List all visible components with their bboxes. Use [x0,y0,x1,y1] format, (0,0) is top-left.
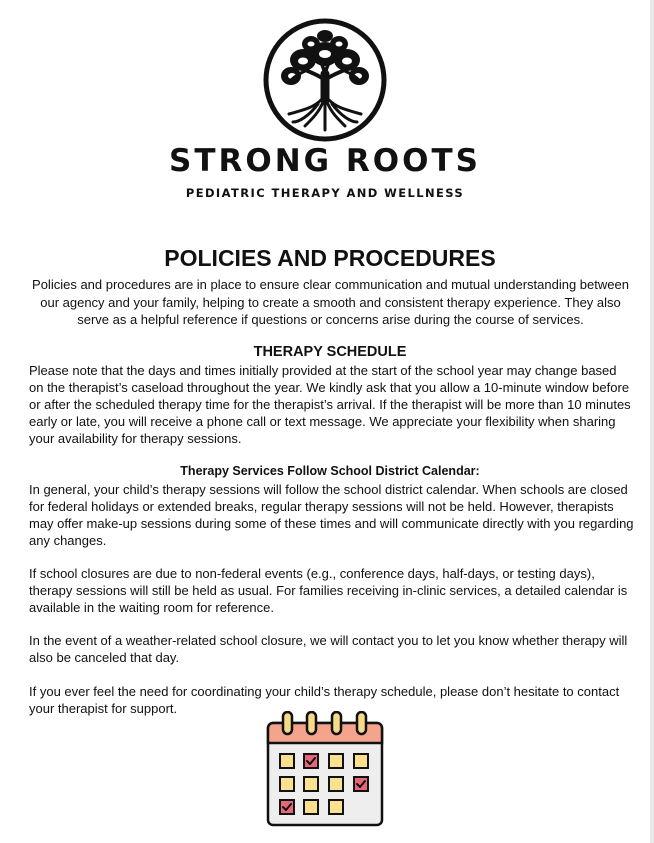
brand-tagline: PEDIATRIC THERAPY AND WELLNESS [185,186,465,200]
district-paragraph-3: In the event of a weather-related school closure, we will contact you to let you know whether therapy will also be canceled that day. [29,633,628,665]
logo [0,18,650,142]
schedule-paragraph: Please note that the days and times initially provided at the start of the school year may change based on the therapist’s caseload throughout the year. We kindly ask that you allow a 10-minute window before or after the scheduled therapy time for the therapist’s arrival. If the therapist will be more than 10 minutes early or late, you will receive a phone call or text message. We appreciate your flexibility when sharing your availability for therapy sessions. [29,363,631,446]
district-paragraph-2: If school closures are due to non-federal events (e.g., conference days, half-days, or testing days), therapy sessions will still be held as usual. For families receiving in-clinic services, a detailed calendar is available in the waiting room for reference. [29,566,628,615]
calendar-illustration [266,711,384,832]
calendar-icon [266,711,384,827]
schedule-heading: THERAPY SCHEDULE [253,344,407,360]
page-edge [650,0,654,843]
intro-paragraph: Policies and procedures are in place to ensure clear communication and mutual understanding between our agency and your family, helping to create a smooth and consistent therapy experience. They also serve as a helpful reference if questions or concerns arise during the course of services. [32,277,629,327]
district-paragraph-4: If you ever feel the need for coordinating your child’s therapy schedule, please don’t hesitate to contact your therapist for support. [29,684,620,716]
tree-of-life-icon [263,18,387,142]
district-paragraph-1: In general, your child’s therapy sessions will follow the school district calendar. When schools are closed for federal holidays or extended breaks, regular therapy sessions will not be held. However, therapists may offer make-up sessions during some of these times and will communicate directly with you regarding any changes. [29,482,634,548]
brand-name: STRONG ROOTS [169,143,481,179]
page-title: POLICIES AND PROCEDURES [164,245,496,271]
district-heading: Therapy Services Follow School District Calendar: [180,464,480,478]
